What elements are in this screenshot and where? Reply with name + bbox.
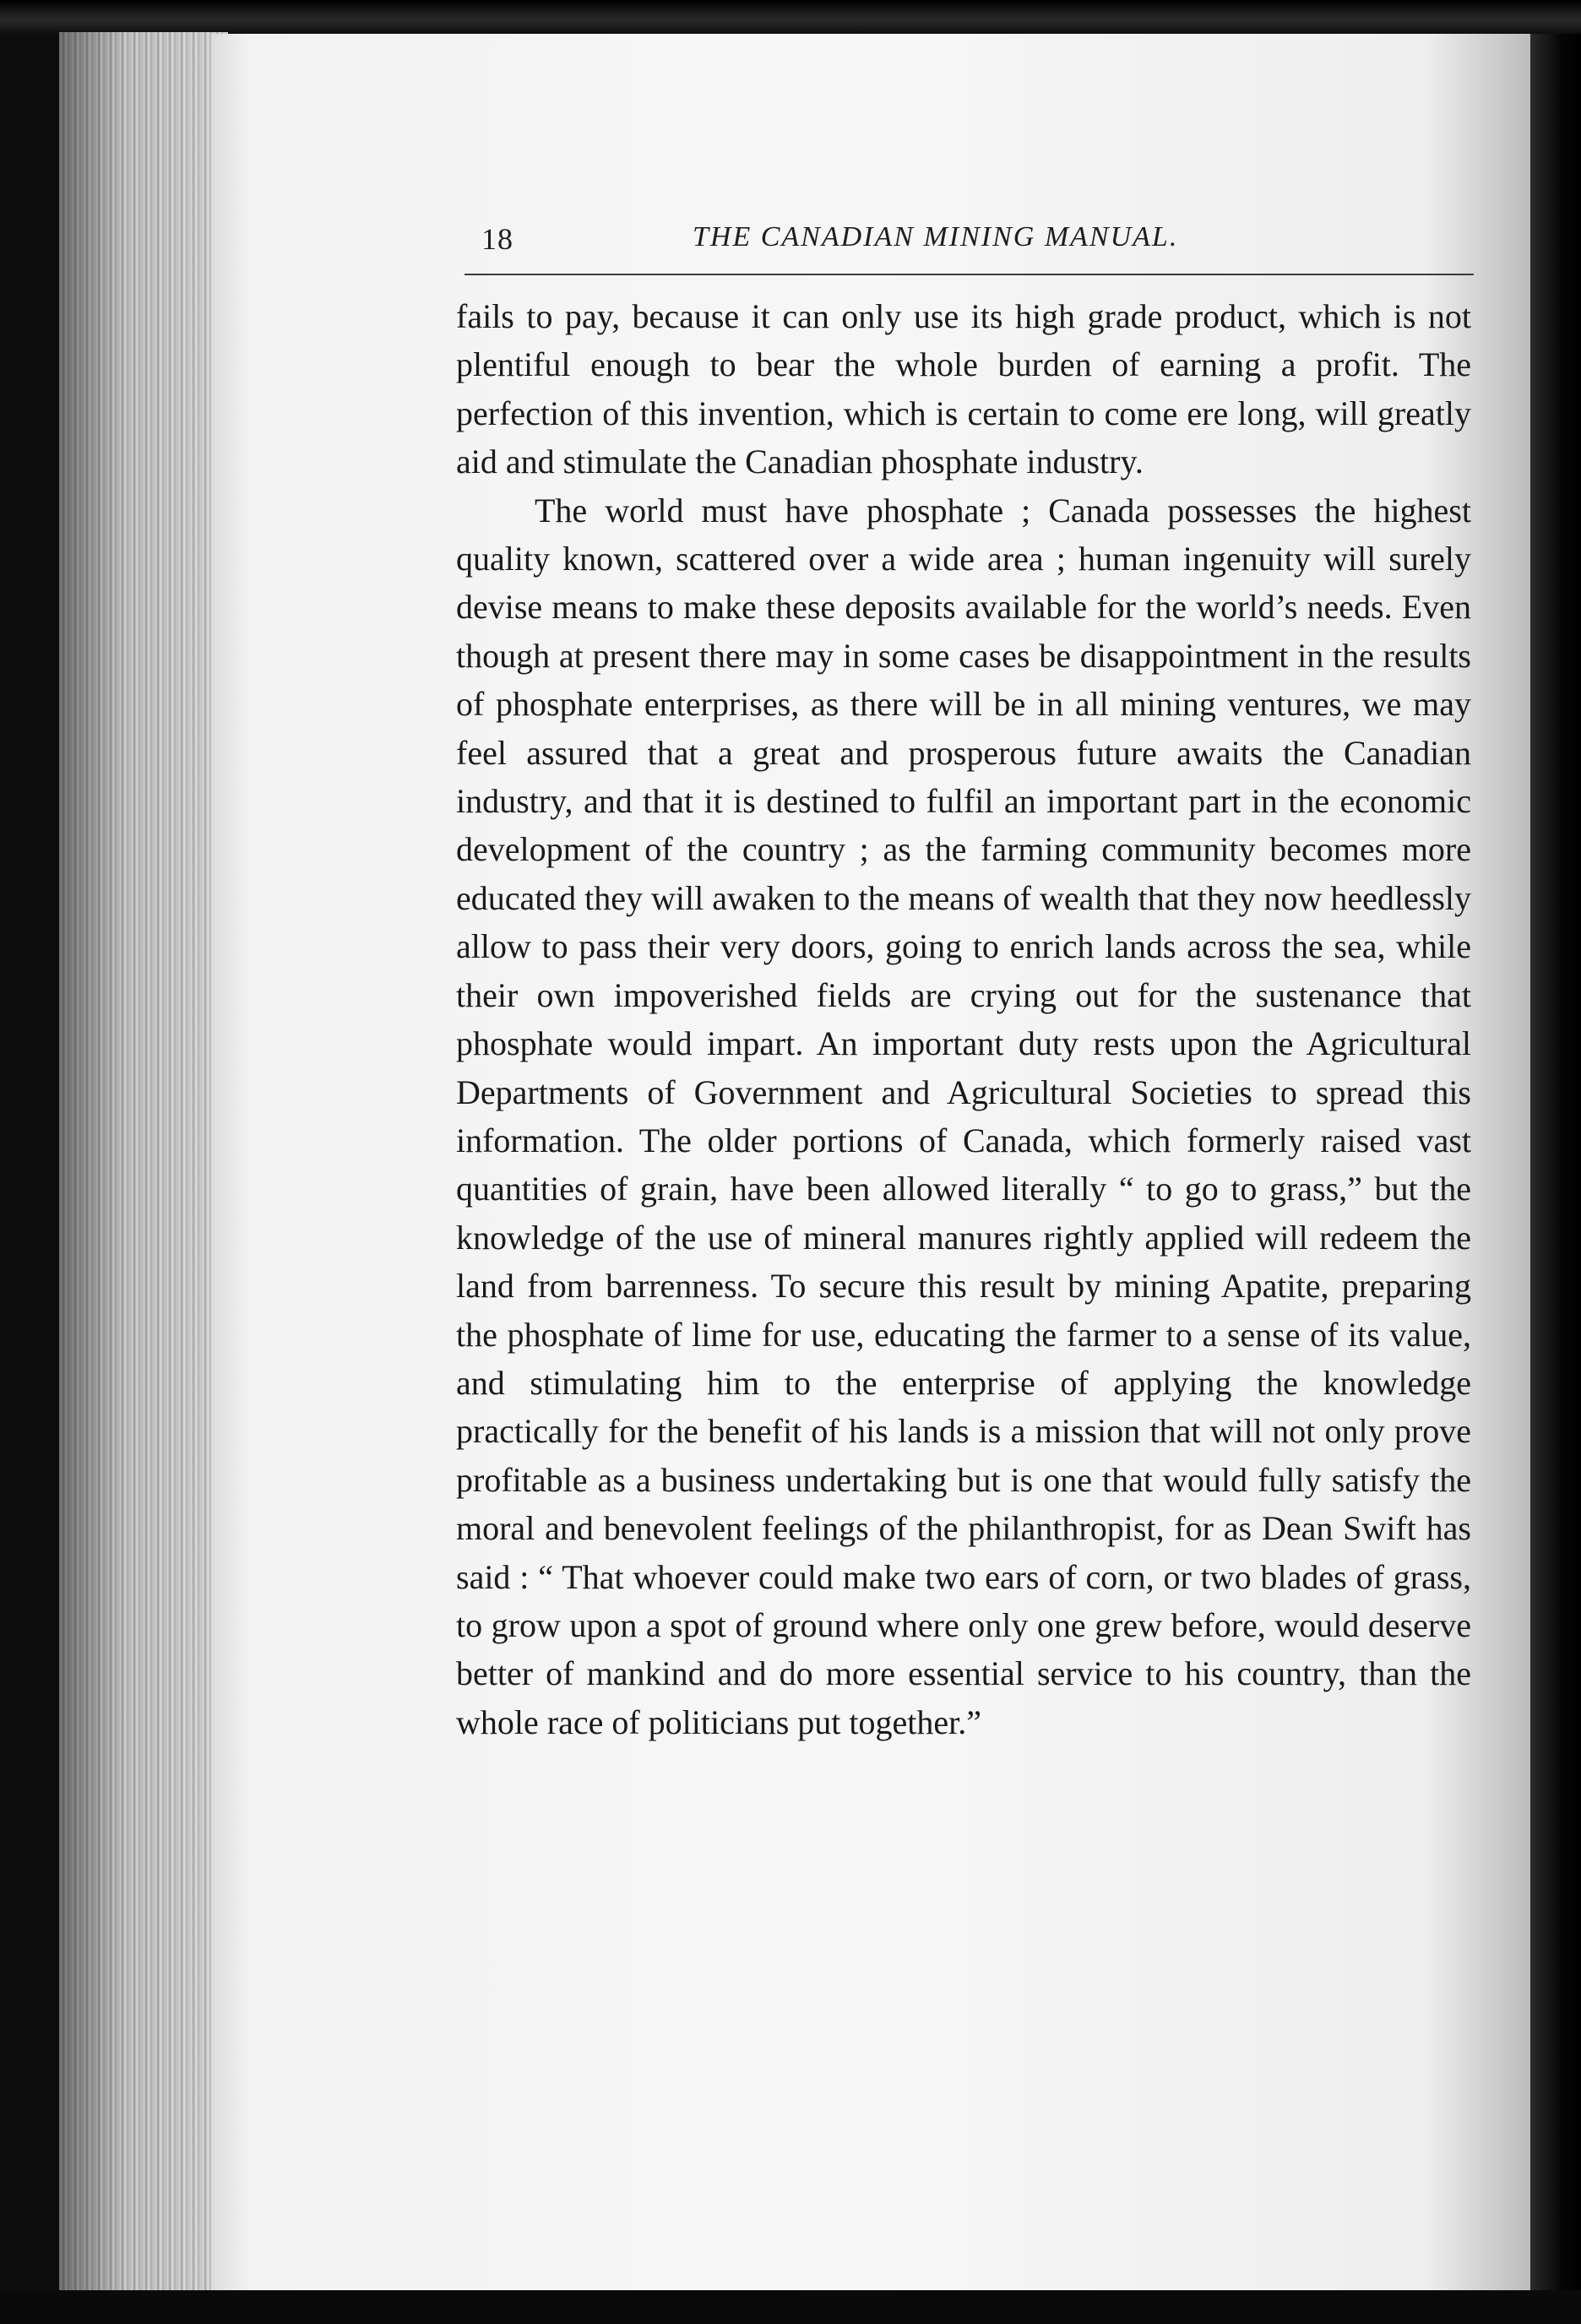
body-text [456,292,1471,1746]
running-title: THE CANADIAN MINING MANUAL. [693,221,1179,252]
page-number: 18 [481,222,513,256]
page-header [465,218,1474,269]
page-edges-shadow [59,32,228,2295]
bottom-shadow [0,2290,1581,2324]
right-binding-shadow [1530,34,1581,2324]
top-shadow [0,0,1581,34]
paragraph-continuation: fails to pay, because it can only use its high grade product, which is not plentiful enough to bear the whole burden of earning a profit. The perfection of this invention, which is certain to come ere long, will greatly aid and stimulate the Canadian phosphate industry. [456,297,1471,481]
paragraph-phosphate-future: The world must have phosphate ; Canada possesses the highest quality known, scattered over a wide area ; human ingenuity will surely devise means to make these deposits available for the world’s needs. Even though at present there may in some cases be disappointment in the results of phosphate enterprises, as there will be in all mining ventures, we may feel assured that a great and prosperous future awaits the Canadian industry, and that it is destined to fulfil an important part in the economic development of the country ; as the farming community becomes more educated they will awaken to the means of wealth that they now heedlessly allow to pass their very doors, going to enrich lands across the sea, while their own impoverished fields are crying out for the sustenance that phosphate would impart. An important duty rests upon the Agricultural Departments of Government and Agricultural Societies to spread this information. The older portions of Canada, which formerly raised vast quantities of grain, have been allowed literally “ to go to grass,” but the knowledge of the use of mineral manures rightly applied will redeem the land from barrenness. To secure this result by mining Apatite, preparing the phosphate of lime for use, educating the farmer to a sense of its value, and stimulating him to the enterprise of applying the knowledge practically for the benefit of his lands is a mission that will not only prove profitable as a business undertaking but is one that would fully satisfy the moral and benevolent feelings of the philanthropist, for as Dean Swift has said : “ That whoever could make two ears of corn, or two blades of grass, to grow upon a spot of ground where only one grew before, would deserve better of mankind and do more essential service to his country, than the whole race of politicians put together.” [456,491,1471,1741]
header-rule [465,274,1474,275]
